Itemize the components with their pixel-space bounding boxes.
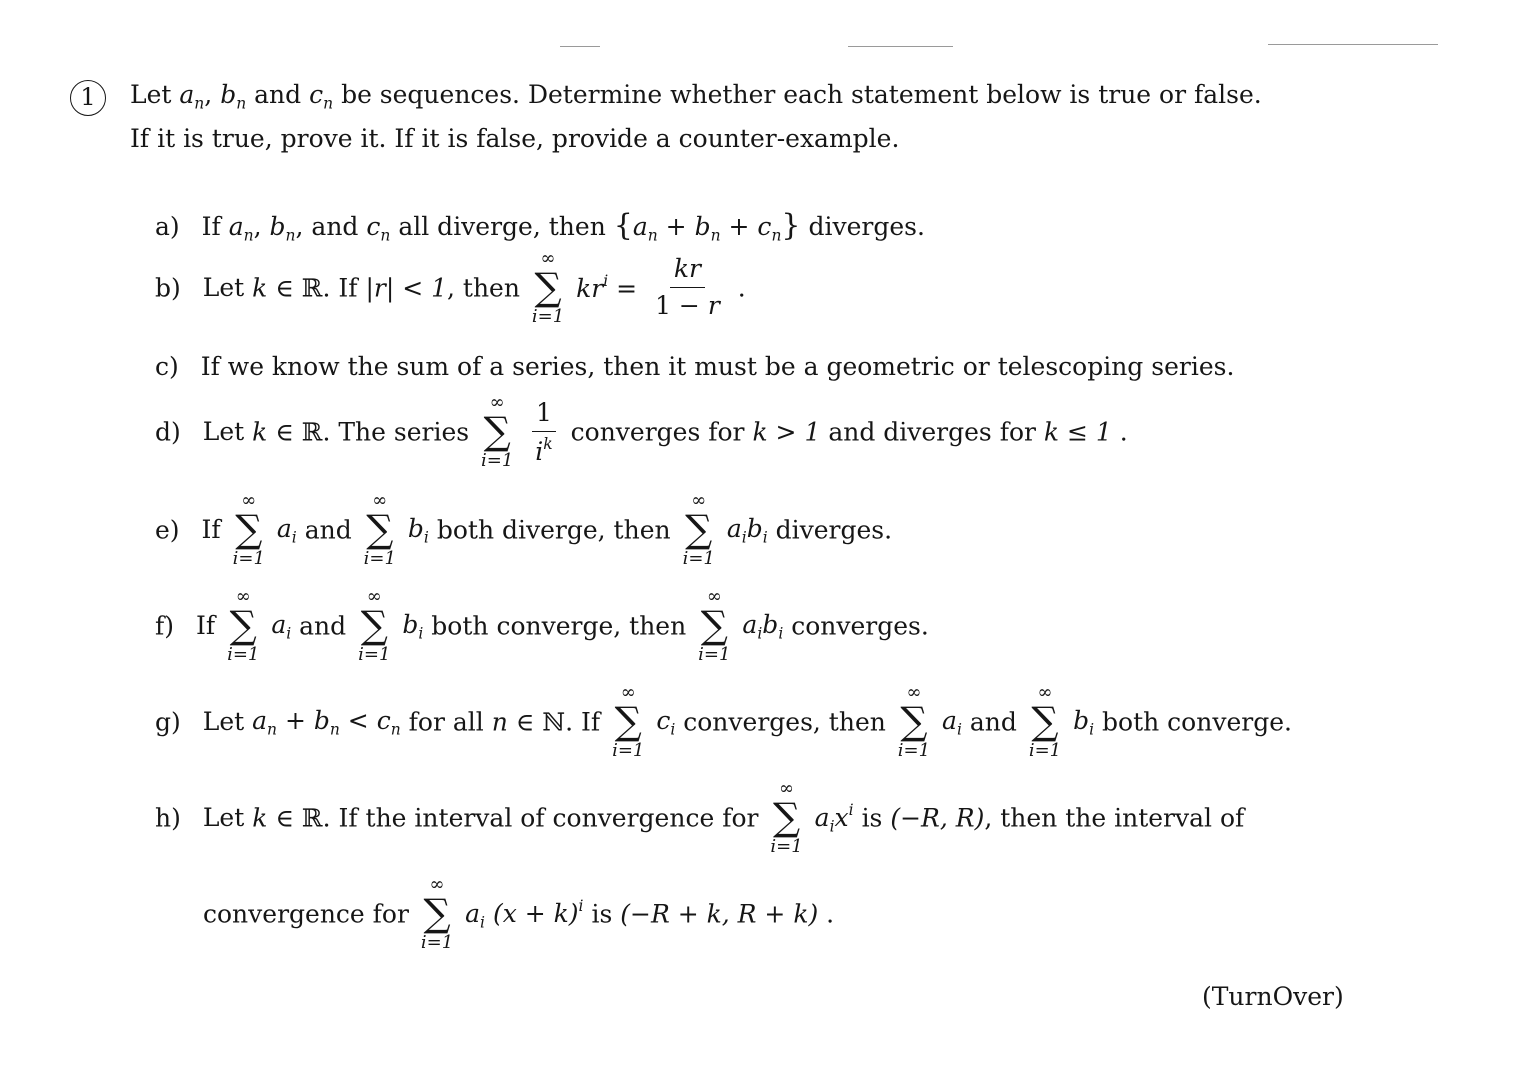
item-d: d) Let k ∈ ℝ. The series ∞ ∑ i=1 $\frac{1}{i^k}$ converges for k > 1 and diverges for k ≤ 1 . (155, 392, 1128, 471)
summation: ∞ ∑ i=1 (481, 392, 514, 471)
scan-mark (1268, 44, 1438, 45)
turn-over-note: (TurnOver) (1202, 982, 1344, 1011)
summation: ∞ ∑ i=1 (682, 490, 715, 569)
item-h-continued: convergence for ∞ ∑ i=1 $a_i$ $(x + k)^i$ is (−R + k, R + k) . (203, 874, 835, 953)
problem-number: 1 (70, 80, 106, 116)
fraction: $\frac{kr}{1 - r}$ (655, 254, 720, 321)
problem-header (70, 80, 106, 116)
item-b: b) Let k ∈ ℝ. If |r| < 1, then ∞ ∑ i=1 $kr^i$ = $\frac{kr}{1 - r}$ . (155, 248, 746, 327)
scan-mark (848, 46, 953, 47)
item-c: c) If we know the sum of a series, then it must be a geometric or telescoping series. (155, 352, 1235, 381)
summation: ∞ ∑ i=1 (363, 490, 396, 569)
summation: ∞ ∑ i=1 (420, 874, 454, 953)
item-e: e) If ∞ ∑ i=1 $a_i$ and ∞ ∑ i=1 $b_i$ both diverge, then ∞ ∑ i=1 $a_ib_i$ diverges. (155, 490, 893, 569)
summation: ∞ ∑ i=1 (698, 586, 731, 665)
summation: ∞ ∑ i=1 (531, 248, 565, 327)
summation: ∞ ∑ i=1 (358, 586, 391, 665)
summation: ∞ ∑ i=1 (1028, 682, 1062, 761)
item-a: a) If $a_n$, $b_n$, and $c_n$ all diverge, then $\{a_n + b_n + c_n\}$ diverges. (155, 208, 925, 245)
summation: ∞ ∑ i=1 (612, 682, 645, 761)
summation: ∞ ∑ i=1 (232, 490, 265, 569)
item-g: g) Let $a_n + b_n < c_n$ for all n ∈ ℕ. If ∞ ∑ i=1 $c_i$ converges, then ∞ ∑ i=1 $a_i$ and ∞ ∑ i=1 $b_i$ both converge. (155, 682, 1292, 761)
scan-mark (560, 46, 600, 47)
summation: ∞ ∑ i=1 (897, 682, 931, 761)
intro-line-1: Let $a_n$, $b_n$ and $c_n$ be sequences. Determine whether each statement below is true or false. (130, 80, 1262, 113)
item-f: f) If ∞ ∑ i=1 $a_i$ and ∞ ∑ i=1 $b_i$ both converge, then ∞ ∑ i=1 $a_ib_i$ converges. (155, 586, 929, 665)
fraction: $\frac{1}{i^k}$ (531, 398, 556, 467)
intro-line-2: If it is true, prove it. If it is false, provide a counter-example. (130, 124, 900, 153)
summation: ∞ ∑ i=1 (227, 586, 260, 665)
item-h: h) Let k ∈ ℝ. If the interval of convergence for ∞ ∑ i=1 $a_ix^i$ is (−R, R), then the interval of (155, 778, 1245, 857)
summation: ∞ ∑ i=1 (770, 778, 803, 857)
